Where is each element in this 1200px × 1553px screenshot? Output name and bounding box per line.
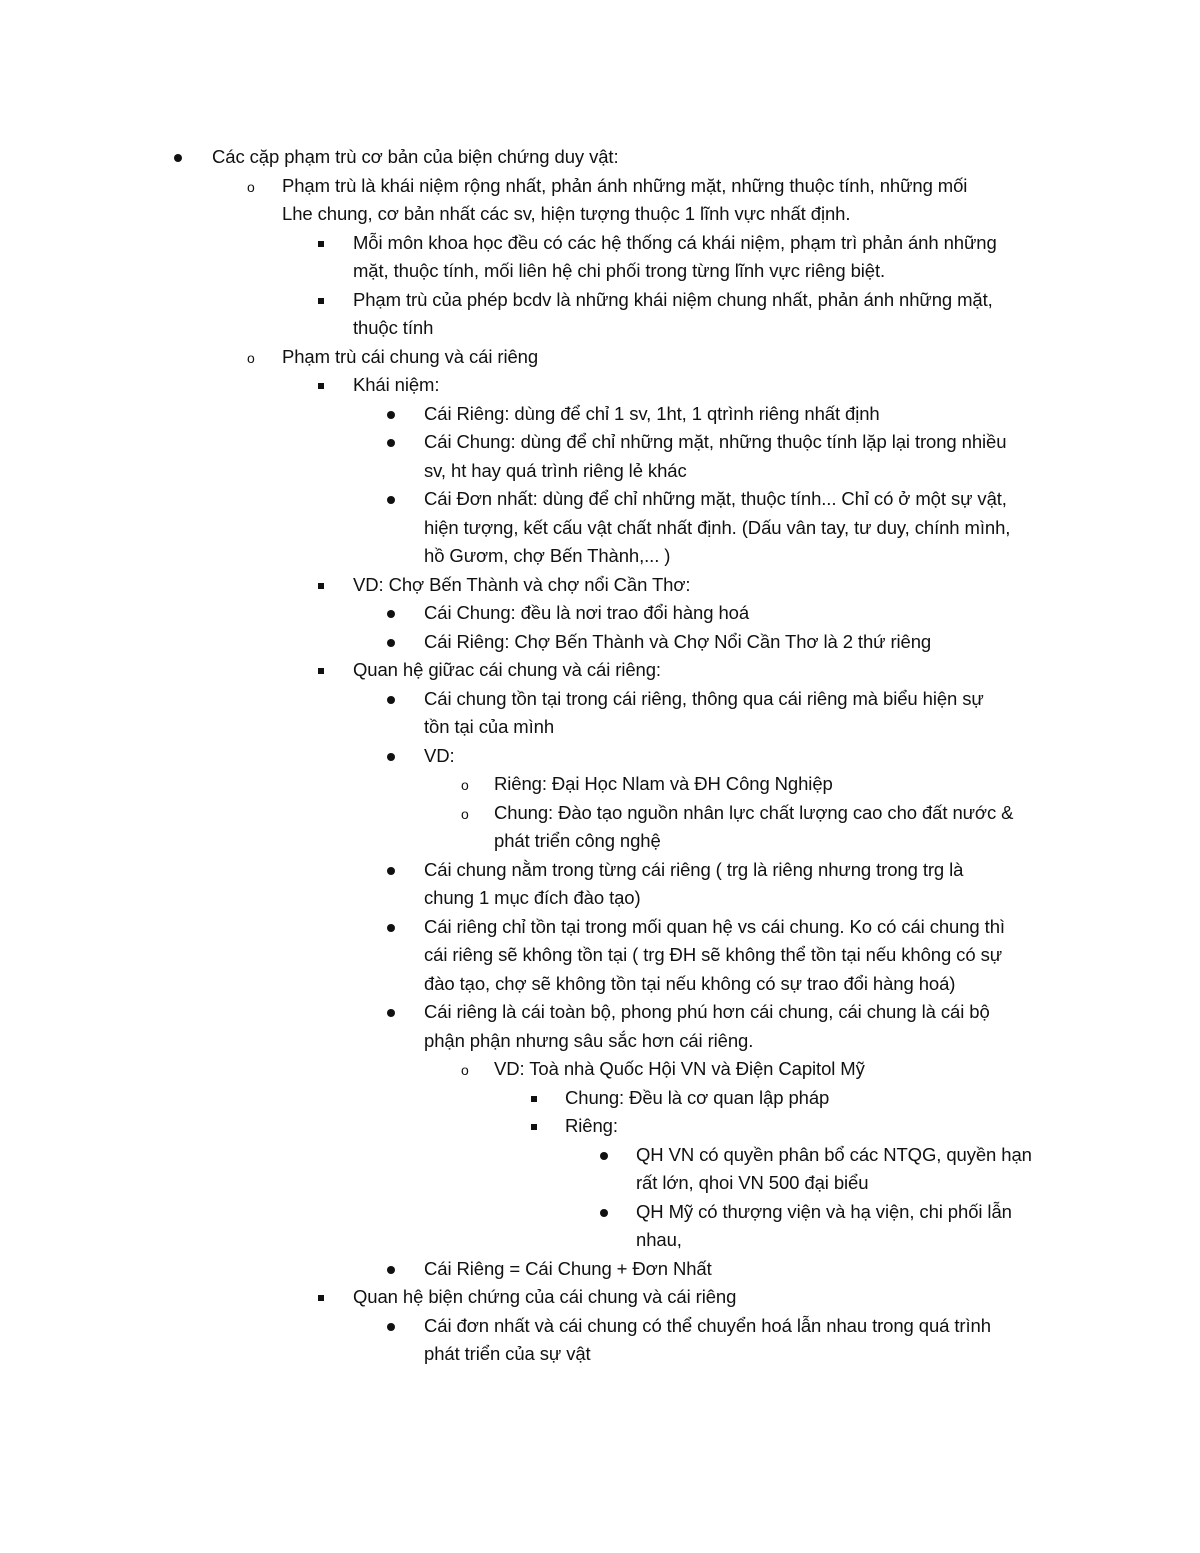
list-item-line: Chung: Đều là cơ quan lập pháp (565, 1086, 830, 1108)
list-item-line: sv, ht hay quá trình riêng lẻ khác (424, 459, 687, 481)
list-item-line: Mỗi môn khoa học đều có các hệ thống cá khái niệm, phạm trì phản ánh những (353, 231, 997, 253)
bullet-square-icon (318, 371, 324, 400)
list-item-line: phát triển công nghệ (494, 830, 661, 851)
bullet-disc-icon (387, 400, 395, 429)
list-item-line: Riêng: Đại Học Nlam và ĐH Công Nghiệp (494, 773, 833, 794)
bullet-circle-icon: o (247, 349, 255, 366)
list-item-line: Cái chung tồn tại trong cái riêng, thông qua cái riêng mà biểu hiện sự (424, 687, 984, 709)
bullet-square-icon (318, 571, 324, 600)
list-item-line: hiện tượng, kết cấu vật chất nhất định. (Dấu vân tay, tư duy, chính mình, (424, 516, 1011, 538)
bullet-disc-icon (387, 1255, 395, 1284)
list-item-line: QH VN có quyền phân bổ các NTQG, quyền hạn (636, 1143, 1032, 1165)
bullet-disc-icon (387, 913, 395, 942)
list-item-line: Cái riêng chỉ tồn tại trong mối quan hệ vs cái chung. Ko có cái chung thì (424, 915, 1005, 937)
bullet-square-icon (531, 1112, 537, 1141)
bullet-disc-icon (174, 143, 182, 172)
bullet-disc-icon (387, 998, 395, 1027)
list-item-line: chung 1 mục đích đào tạo) (424, 887, 641, 908)
list-item-line: rất lớn, qhoi VN 500 đại biểu (636, 1172, 869, 1193)
list-item-line: phận phận nhưng sâu sắc hơn cái riêng. (424, 1029, 754, 1051)
list-item-line: Cái Riêng: Chợ Bến Thành và Chợ Nổi Cần Thơ là 2 thứ riêng (424, 630, 932, 652)
list-item-line: Cái Riêng: dùng để chỉ 1 sv, 1ht, 1 qtrình riêng nhất định (424, 402, 880, 424)
bullet-disc-icon (387, 485, 395, 514)
bullet-disc-icon (387, 856, 395, 885)
bullet-disc-icon (387, 742, 395, 771)
list-item-line: Phạm trù là khái niệm rộng nhất, phản ánh những mặt, những thuộc tính, những mối (282, 174, 968, 196)
bullet-square-icon (531, 1084, 537, 1113)
list-item-line: Quan hệ biện chứng của cái chung và cái riêng (353, 1286, 737, 1307)
list-item-line: nhau, (636, 1229, 682, 1250)
list-item-line: mặt, thuộc tính, mối liên hệ chi phối trong từng lĩnh vực riêng biệt. (353, 260, 886, 281)
list-item-line: Phạm trù cái chung và cái riêng (282, 345, 539, 367)
list-item-line: phát triển của sự vật (424, 1343, 591, 1364)
list-item-line: Khái niệm: (353, 374, 440, 395)
list-item-line: tồn tại của mình (424, 716, 555, 737)
bullet-disc-icon (600, 1141, 608, 1170)
list-item-line: Cái Chung: dùng để chỉ những mặt, những thuộc tính lặp lại trong nhiều (424, 431, 1007, 452)
bullet-square-icon (318, 229, 324, 258)
list-item-line: VD: Chợ Bến Thành và chợ nổi Cần Thơ: (353, 573, 691, 595)
list-item-line: Chung: Đào tạo nguồn nhân lực chất lượng cao cho đất nước & (494, 801, 1014, 823)
list-item-line: Cái Chung: đều là nơi trao đổi hàng hoá (424, 602, 750, 623)
list-item-line: Lhe chung, cơ bản nhất các sv, hiện tượng thuộc 1 lĩnh vực nhất định. (282, 203, 851, 224)
bullet-square-icon (318, 656, 324, 685)
list-item-line: VD: Toà nhà Quốc Hội VN và Điện Capitol Mỹ (494, 1058, 865, 1079)
list-item-line: Quan hệ giữac cái chung và cái riêng: (353, 659, 661, 680)
list-item-line: Cái đơn nhất và cái chung có thể chuyển hoá lẫn nhau trong quá trình (424, 1314, 991, 1336)
bullet-square-icon (318, 286, 324, 315)
bullet-square-icon (318, 1283, 324, 1312)
bullet-disc-icon (387, 685, 395, 714)
bullet-disc-icon (600, 1198, 608, 1227)
list-item-line: Cái Riêng = Cái Chung + Đơn Nhất (424, 1257, 712, 1279)
list-item-line: thuộc tính (353, 317, 434, 338)
bullet-circle-icon: o (461, 805, 469, 822)
list-item-line: VD: (424, 744, 455, 766)
bullet-circle-icon: o (461, 777, 469, 793)
list-item-line: Riêng: (565, 1115, 618, 1136)
bullet-disc-icon (387, 628, 395, 657)
list-item-line: Cái riêng là cái toàn bộ, phong phú hơn cái chung, cái chung là cái bộ (424, 1001, 990, 1022)
list-item-line: cái riêng sẽ không tồn tại ( trg ĐH sẽ không thể tồn tại nếu không có sự (424, 944, 1002, 965)
list-item-line: Phạm trù của phép bcdv là những khái niệm chung nhất, phản ánh những mặt, (353, 288, 993, 310)
list-item-line: hồ Gươm, chợ Bến Thành,... ) (424, 545, 671, 566)
bullet-circle-icon: o (247, 178, 255, 195)
bullet-disc-icon (387, 428, 395, 457)
list-item-line: Cái Đơn nhất: dùng để chỉ những mặt, thuộc tính... Chỉ có ở một sự vật, (424, 488, 1007, 509)
bullet-disc-icon (387, 1312, 395, 1341)
bullet-disc-icon (387, 599, 395, 628)
list-item-line: Cái chung nằm trong từng cái riêng ( trg là riêng nhưng trong trg là (424, 858, 964, 880)
list-item-line: Các cặp phạm trù cơ bản của biện chứng duy vật: (212, 146, 619, 167)
list-item-line: đào tạo, chợ sẽ không tồn tại nếu không có sự trao đổi hàng hoá) (424, 972, 956, 994)
list-item-line: QH Mỹ có thượng viện và hạ viện, chi phối lẫn (636, 1200, 1012, 1222)
bullet-circle-icon: o (461, 1062, 469, 1078)
